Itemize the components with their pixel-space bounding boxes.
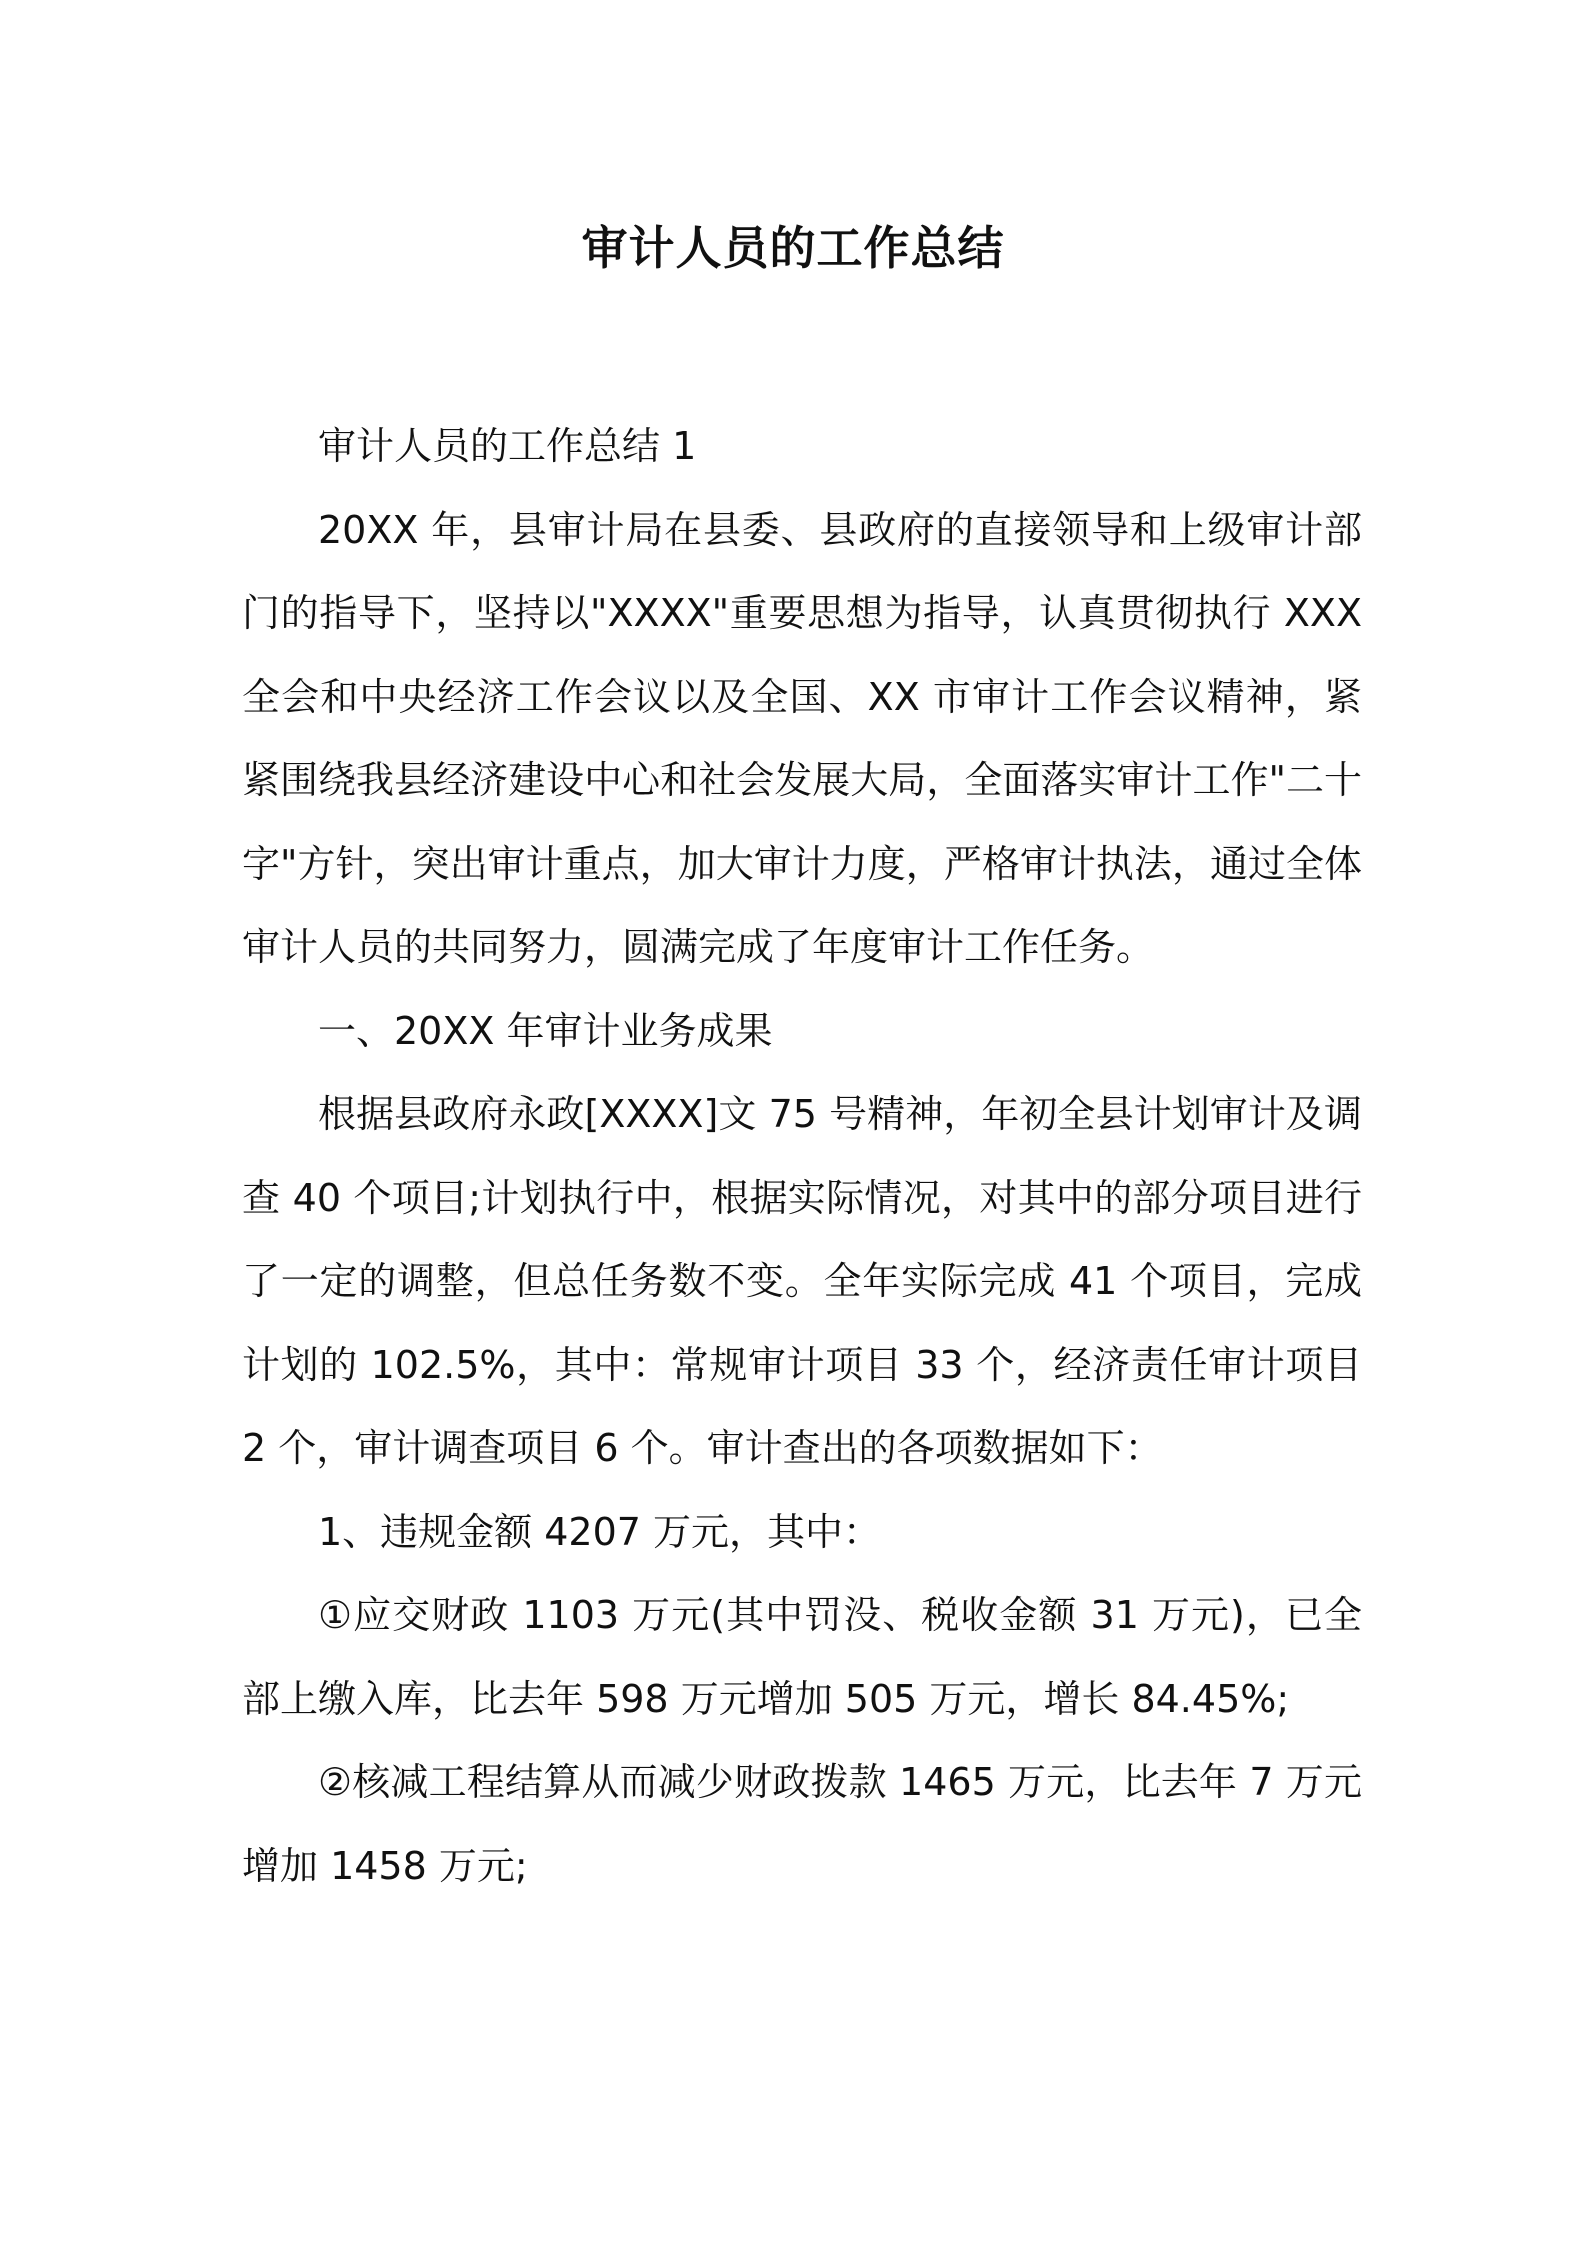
section-heading: 审计人员的工作总结 1: [318, 424, 697, 468]
subsection-heading: 一、20XX 年审计业务成果: [318, 1008, 773, 1053]
results-paragraph: 根据县政府永政[XXXX]文 75 号精神，年初全县计划审计及调查 40 个项目;计划执行中，根据实际情况，对其中的部分项目进行了一定的调整，但总任务数不变。全年实际完成 41 个项目，完成计划的 102.5%，其中：常规审计项目 33 个，经济责任审计项目 2 个，审计调查项目 6 个。审计查出的各项数据如下：: [242, 1092, 1362, 1470]
list-item-finance: ①应交财政 1103 万元(其中罚没、税收金额 31 万元)，已全部上缴入库，比去年 598 万元增加 505 万元，增长 84.45%;: [242, 1593, 1362, 1721]
document-body: [242, 405, 1362, 1908]
intro-paragraph: 20XX 年，县审计局在县委、县政府的直接领导和上级审计部门的指导下，坚持以"XXXX"重要思想为指导，认真贯彻执行 XXX 全会和中央经济工作会议以及全国、XX 市审计工作会议精神，紧紧围绕我县经济建设中心和社会发展大局，全面落实审计工作"二十字"方针，突出审计重点，加大审计力度，严格审计执法，通过全体审计人员的共同努力，圆满完成了年度审计工作任务。: [242, 507, 1362, 969]
list-item-violations: 1、违规金额 4207 万元，其中：: [318, 1509, 882, 1554]
list-item-engineering: ②核减工程结算从而减少财政拨款 1465 万元，比去年 7 万元增加 1458 万元;: [242, 1760, 1362, 1888]
document-title: 审计人员的工作总结: [581, 221, 1005, 275]
